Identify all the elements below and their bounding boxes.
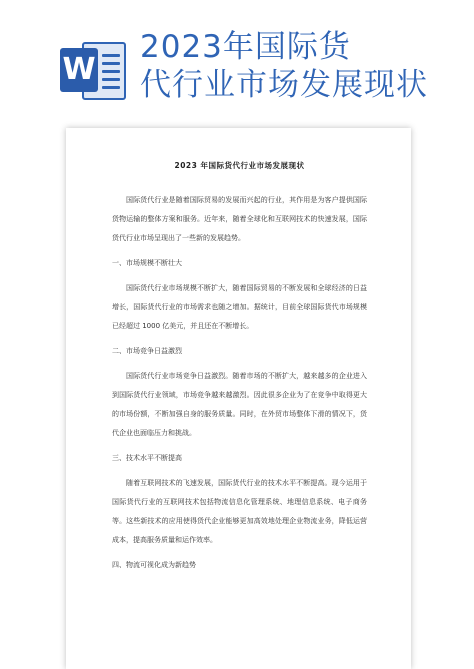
- section-heading: 四、物流可视化成为新趋势: [112, 561, 196, 569]
- word-document-icon: [60, 38, 128, 104]
- section-heading: 二、市场竞争日益激烈: [112, 347, 182, 355]
- body-paragraph: 随着互联网技术的飞速发展，国际货代行业的技术水平不断提高。现今运用于国际货代行业的互联网技术包括物流信息化管理系统、地理信息系统、电子商务等。这些新技术的应用使得货代企业能够更加高效地处理企业物流业务，降低运营成本，提高服务质量和运作效率。: [112, 479, 367, 544]
- section-heading: 三、技术水平不断提高: [112, 454, 182, 462]
- page-title-line-1: 2023年国际货: [140, 29, 351, 65]
- body-paragraph: 国际货代行业是随着国际贸易的发展而兴起的行业，其作用是为客户提供国际货物运输的整体方案和服务。近年来，随着全球化和互联网技术的快速发展，国际货代行业市场呈现出了一些新的发展趋势。: [112, 196, 367, 242]
- document-title: 2023 年国际货代行业市场发展现状: [174, 161, 305, 170]
- page-title: [140, 28, 470, 104]
- document-page: [66, 128, 411, 669]
- body-paragraph: 国际货代行业市场竞争日益激烈。随着市场的不断扩大，越来越多的企业进入到国际货代行业领域，市场竞争越来越激烈。因此很多企业为了在竞争中取得更大的市场份额，不断加强自身的服务质量。同时，在外贸市场整体下滑的情况下，货代企业也面临压力和挑战。: [112, 372, 367, 437]
- page-title-line-2: 代行业市场发展现状: [140, 67, 428, 103]
- word-letter: W: [60, 48, 98, 92]
- document-content: [112, 160, 367, 581]
- body-paragraph: 国际货代行业市场规模不断扩大，随着国际贸易的不断发展和全球经济的日益增长，国际货代行业的市场需求也随之增加。据统计，目前全球国际货代市场规模已经超过 1000 亿美元，并且还在不断增长。: [112, 284, 367, 330]
- section-heading: 一、市场规模不断壮大: [112, 259, 182, 267]
- header: [0, 0, 474, 122]
